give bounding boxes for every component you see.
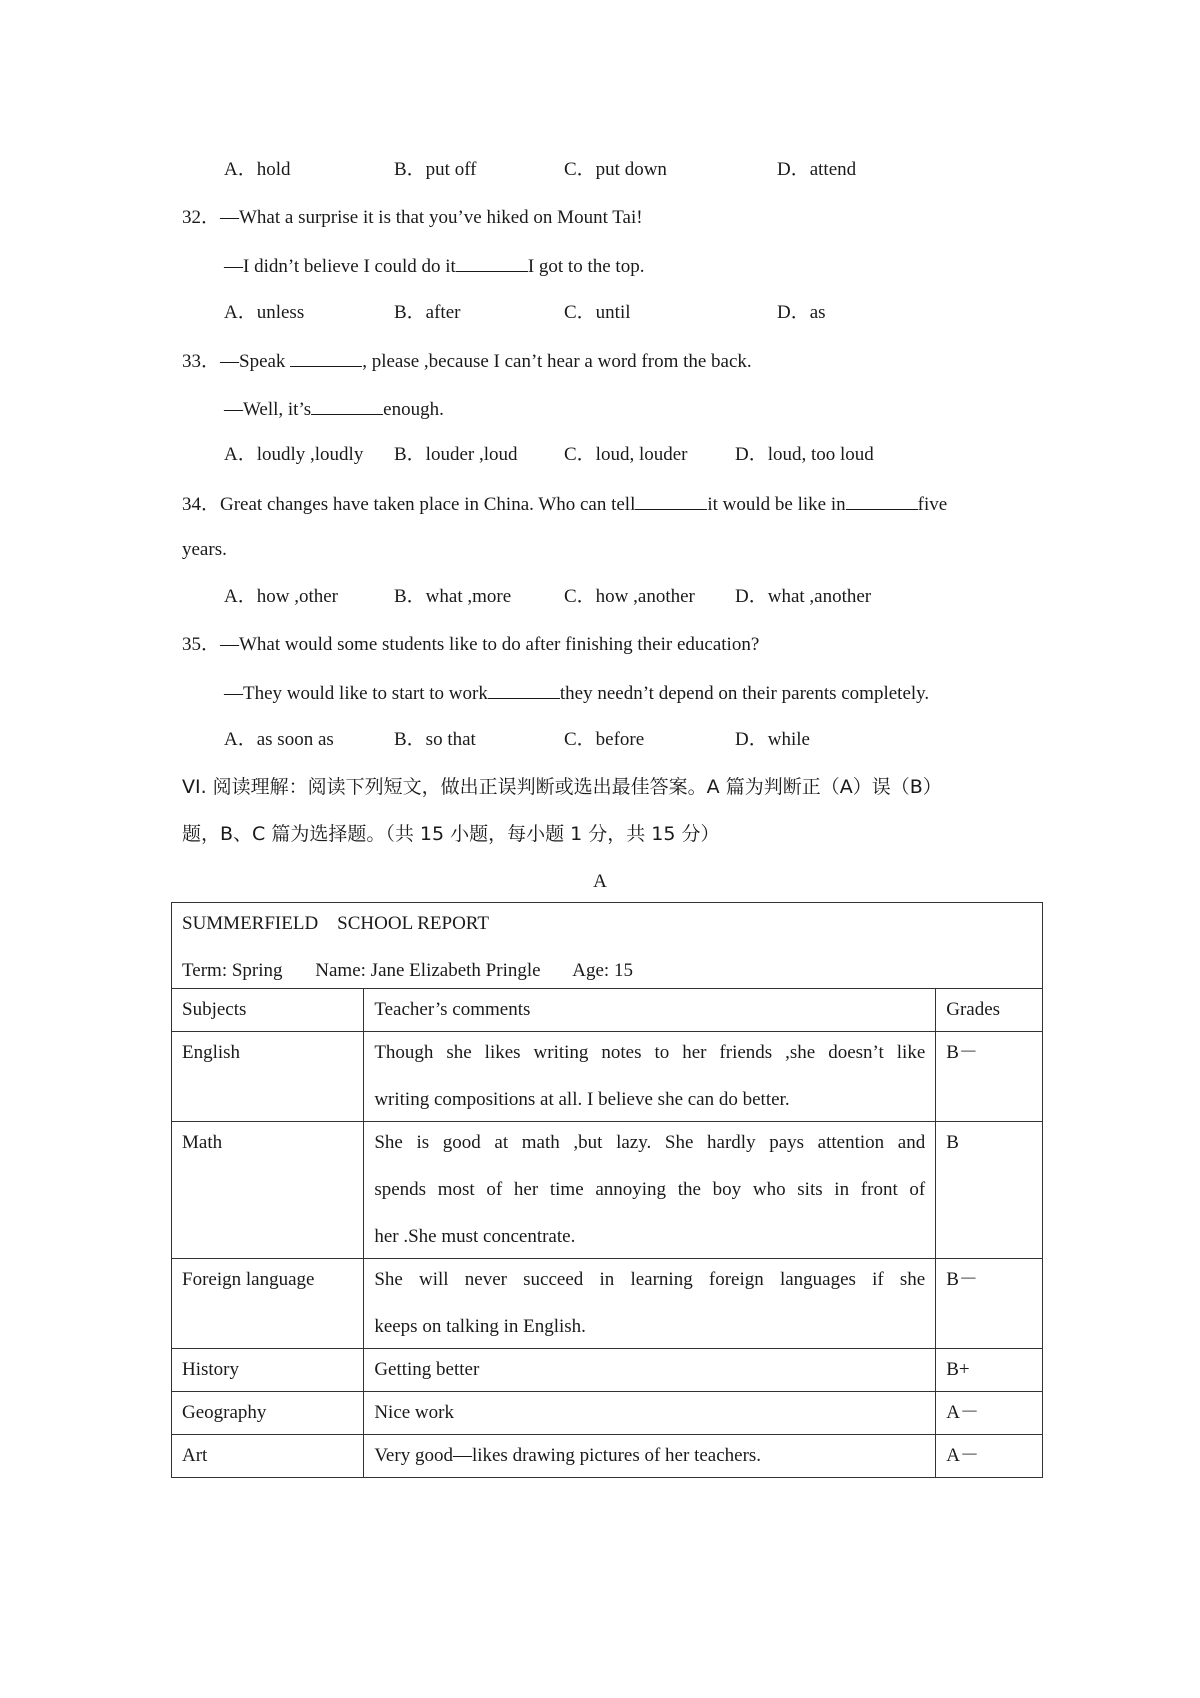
q34-option-b[interactable]: B．what ,more	[394, 586, 512, 607]
passage-label: A	[593, 871, 607, 892]
report-term: Term: Spring	[182, 960, 283, 981]
grade-cell: B+	[936, 1349, 1043, 1392]
report-header-row	[172, 903, 1043, 989]
comment-cell: She is good at math ,but lazy. She hardly pays attention and spends most of her time annoying the boy who sits in front of her .She must concentrate.	[364, 1122, 936, 1259]
grade-cell: B－	[936, 1032, 1043, 1122]
q35-option-a[interactable]: A．as soon as	[224, 729, 334, 750]
section-instructions-line-2: 题，B、C 篇为选择题。（共 15 小题，每小题 1 分，共 15 分）	[182, 823, 720, 845]
comment-cell: Nice work	[364, 1392, 936, 1435]
q31-option-b[interactable]: B．put off	[394, 159, 477, 180]
q33-option-a[interactable]: A．loudly ,loudly	[224, 444, 364, 465]
q32-reply-start: —I didn’t believe I could do it	[224, 256, 456, 277]
q34-option-d[interactable]: D．what ,another	[735, 586, 872, 607]
report-name: Name: Jane Elizabeth Pringle	[315, 960, 541, 981]
q35-reply	[224, 680, 929, 704]
q33-prompt-start: 33．—Speak	[182, 351, 291, 372]
comment-cell: Very good—likes drawing pictures of her teachers.	[364, 1435, 936, 1478]
q32-option-b[interactable]: B．after	[394, 302, 461, 323]
table-row	[172, 1349, 1043, 1392]
q35-reply-end: they needn’t depend on their parents completely.	[559, 683, 930, 704]
section-instructions-line-1: VI. 阅读理解：阅读下列短文，做出正误判断或选出最佳答案。A 篇为判断正（A）误（B）	[182, 776, 942, 798]
grade-cell: B－	[936, 1259, 1043, 1349]
report-student-info	[182, 960, 1032, 982]
q35-option-b[interactable]: B．so that	[394, 729, 476, 750]
q34-prompt-end: five	[917, 494, 948, 515]
school-report-table	[171, 902, 1043, 1478]
q31-option-d[interactable]: D．attend	[777, 159, 857, 180]
q35-reply-start: —They would like to start to work	[224, 683, 488, 704]
q32-option-a[interactable]: A．unless	[224, 302, 305, 323]
subject-cell: Math	[172, 1122, 364, 1259]
grade-cell: B	[936, 1122, 1043, 1259]
grade-cell: A－	[936, 1392, 1043, 1435]
q34-option-c[interactable]: C．how ,another	[564, 586, 695, 607]
q34-option-a[interactable]: A．how ,other	[224, 586, 338, 607]
q33-option-c[interactable]: C．loud, louder	[564, 444, 688, 465]
q32-option-c[interactable]: C．until	[564, 302, 631, 323]
q35-option-d[interactable]: D．while	[735, 729, 810, 750]
q33-option-d[interactable]: D．loud, too loud	[735, 444, 874, 465]
q33-option-b[interactable]: B．louder ,loud	[394, 444, 518, 465]
column-header-grades: Grades	[936, 989, 1043, 1032]
table-row	[172, 1032, 1043, 1122]
q35-blank[interactable]	[488, 680, 560, 699]
comment-cell: Though she likes writing notes to her friends ,she doesn’t like writing compositions at all. I believe she can do better.	[364, 1032, 936, 1122]
report-header-cell	[172, 903, 1043, 989]
grade-cell: A－	[936, 1435, 1043, 1478]
q34-prompt-continued: years.	[182, 539, 227, 560]
comment-cell: She will never succeed in learning foreign languages if she keeps on talking in English.	[364, 1259, 936, 1349]
q33-reply-start: —Well, it’s	[224, 399, 312, 420]
q35-option-c[interactable]: C．before	[564, 729, 645, 750]
column-header-comments: Teacher’s comments	[364, 989, 936, 1032]
table-row	[172, 1259, 1043, 1349]
q32-reply-end: I got to the top.	[527, 256, 645, 277]
q32-reply	[224, 253, 644, 277]
subject-cell: Art	[172, 1435, 364, 1478]
q32-option-d[interactable]: D．as	[777, 302, 826, 323]
q31-option-a[interactable]: A．hold	[224, 159, 291, 180]
q34-blank-2[interactable]	[846, 491, 918, 510]
q33-prompt	[182, 348, 752, 372]
q33-reply-end: enough.	[383, 399, 444, 420]
q33-prompt-end: , please ,because I can’t hear a word from the back.	[362, 351, 752, 372]
table-row	[172, 1122, 1043, 1259]
q33-reply	[224, 396, 444, 420]
q34-prompt	[182, 491, 947, 515]
q33-blank-1[interactable]	[290, 348, 362, 367]
table-row	[172, 1392, 1043, 1435]
report-title: SUMMERFIELD SCHOOL REPORT	[182, 913, 489, 934]
report-column-headers	[172, 989, 1043, 1032]
q32-blank[interactable]	[456, 253, 528, 272]
q34-prompt-mid: it would be like in	[707, 494, 846, 515]
report-age: Age: 15	[572, 960, 633, 981]
subject-cell: Foreign language	[172, 1259, 364, 1349]
column-header-subjects: Subjects	[172, 989, 364, 1032]
q32-prompt: 32．—What a surprise it is that you’ve hiked on Mount Tai!	[182, 207, 643, 228]
q34-blank-1[interactable]	[635, 491, 707, 510]
q34-prompt-start: 34．Great changes have taken place in China. Who can tell	[182, 494, 636, 515]
q35-prompt: 35．—What would some students like to do after finishing their education?	[182, 634, 760, 655]
subject-cell: Geography	[172, 1392, 364, 1435]
q31-option-c[interactable]: C．put down	[564, 159, 667, 180]
q33-blank-2[interactable]	[311, 396, 383, 415]
comment-cell: Getting better	[364, 1349, 936, 1392]
table-row	[172, 1435, 1043, 1478]
subject-cell: English	[172, 1032, 364, 1122]
subject-cell: History	[172, 1349, 364, 1392]
